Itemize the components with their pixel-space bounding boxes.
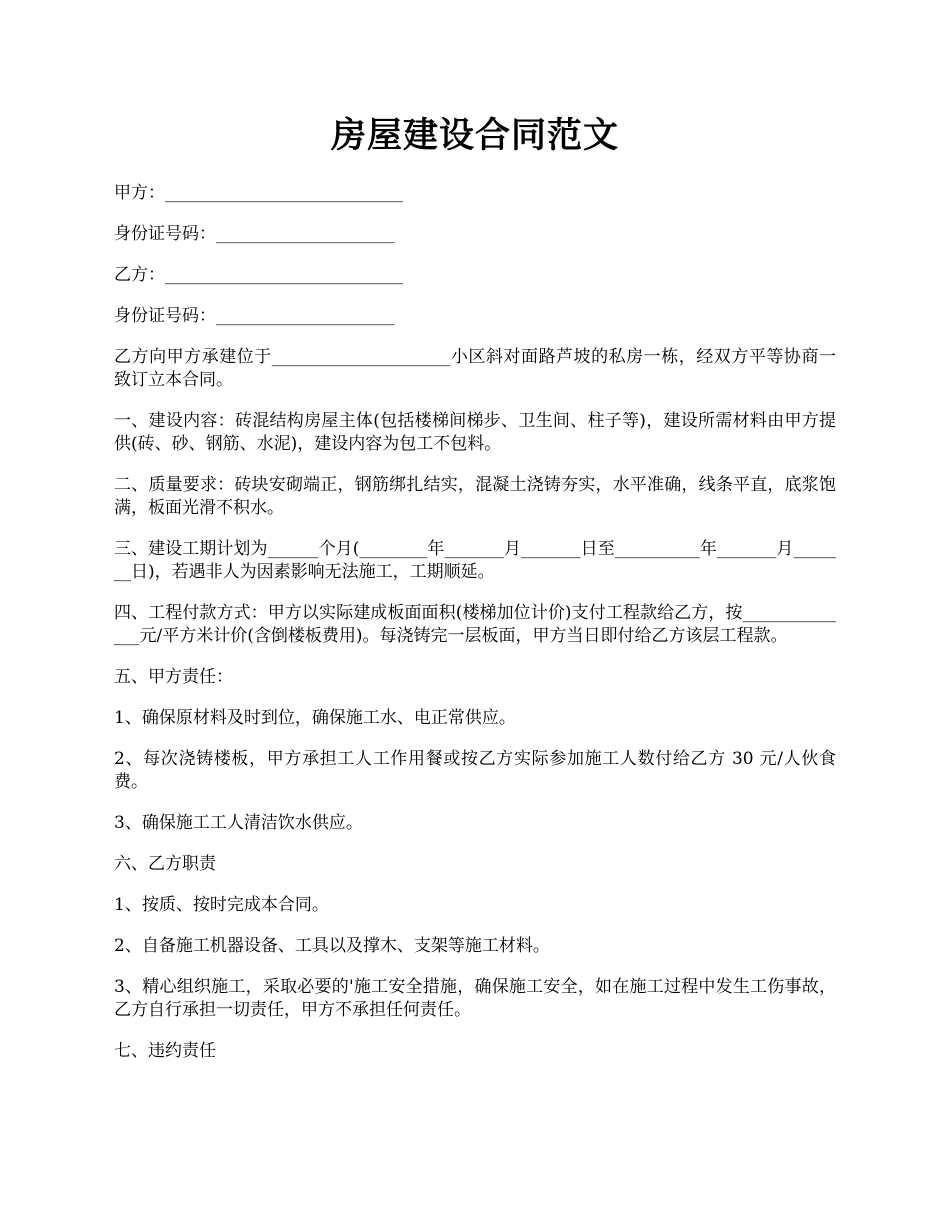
party-a-id-line: 身份证号码：_____________________ [114, 224, 395, 244]
party-b-item-1: 1、按质、按时完成本合同。 [114, 895, 329, 915]
party-a-item-3: 3、确保施工工人清洁饮水供应。 [114, 813, 363, 833]
party-b-line: 乙方：____________________________ [114, 265, 403, 285]
section-party-b-duties: 六、乙方职责 [114, 854, 216, 874]
clause-payment-method: 四、工程付款方式：甲方以实际建成板面面积(楼梯加位计价)支付工程款给乙方，按______________元/平方米计价(含倒楼板费用)。每浇铸完一层板面，甲方当日即付给乙方该层工程款。 [114, 603, 836, 646]
party-b-id-line: 身份证号码：_____________________ [114, 306, 395, 326]
clause-quality-requirements: 二、质量要求：砖块安砌端正，钢筋绑扎结实，混凝土浇铸夯实，水平准确，线条平直，底浆饱满，板面光滑不积水。 [114, 475, 836, 518]
preamble-paragraph: 乙方向甲方承建位于_____________________小区斜对面路芦坡的私房一栋，经双方平等协商一致订立本合同。 [114, 347, 836, 390]
party-a-item-1: 1、确保原材料及时到位，确保施工水、电正常供应。 [114, 708, 516, 728]
document-title: 房屋建设合同范文 [330, 115, 619, 156]
party-a-line: 甲方：____________________________ [114, 183, 403, 203]
party-b-item-2: 2、自备施工机器设备、工具以及撑木、支架等施工材料。 [114, 936, 550, 956]
clause-construction-content: 一、建设内容：砖混结构房屋主体(包括楼梯间梯步、卫生间、柱子等)，建设所需材料由甲方提供(砖、砂、钢筋、水泥)，建设内容为包工不包料。 [114, 411, 836, 454]
party-a-item-2: 2、每次浇铸楼板，甲方承担工人工作用餐或按乙方实际参加施工人数付给乙方 30 元/人伙食费。 [114, 749, 836, 792]
party-b-item-3: 3、精心组织施工，采取必要的'施工安全措施，确保施工安全，如在施工过程中发生工伤事故，乙方自行承担一切责任，甲方不承担任何责任。 [114, 977, 836, 1020]
section-breach-liability: 七、违约责任 [114, 1041, 216, 1061]
clause-construction-period: 三、建设工期计划为______个月(________年_______月_______日至__________年_______月_______日)，若遇非人为因素影响无法施工，工期顺延。 [114, 539, 836, 582]
section-party-a-responsibilities: 五、甲方责任： [114, 667, 233, 687]
